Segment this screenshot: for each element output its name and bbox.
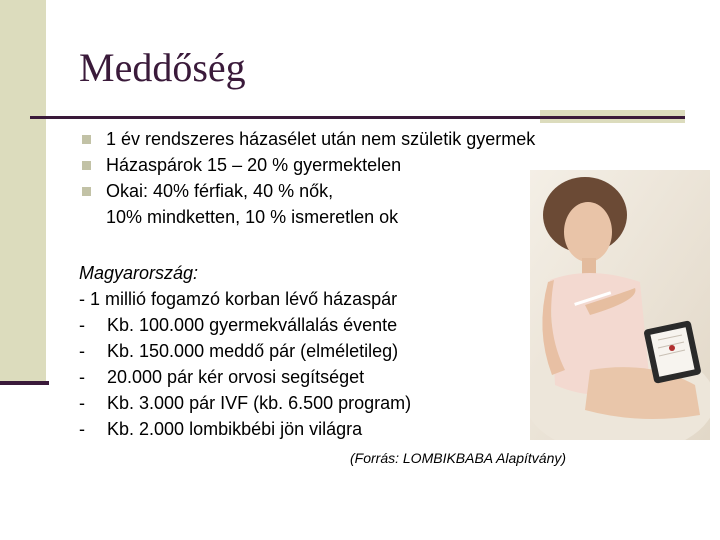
bullet-item: 1 év rendszeres házasélet után nem születik gyermek (82, 126, 535, 152)
left-decor-band (0, 0, 46, 385)
bullet-item: Házaspárok 15 – 20 % gyermektelen (82, 152, 535, 178)
section-item: - Kb. 2.000 lombikbébi jön világra (79, 419, 363, 439)
slide-title: Meddőség (79, 45, 246, 90)
section-item: - 20.000 pár kér orvosi segítséget (79, 367, 365, 387)
hungary-section (79, 260, 411, 442)
left-decor-bar (0, 381, 49, 385)
section-first-line: - 1 millió fogamzó korban lévő házaspár (79, 289, 398, 309)
bullet-continuation: 10% mindketten, 10 % ismeretlen ok (106, 207, 399, 227)
title-rule (30, 116, 685, 119)
section-heading: Magyarország: (79, 263, 199, 283)
woman-photo (530, 170, 710, 440)
section-item: - Kb. 150.000 meddő pár (elméletileg) (79, 341, 399, 361)
square-bullet-icon (82, 135, 91, 144)
square-bullet-icon (82, 187, 91, 196)
bullet-item: Okai: 40% férfiak, 40 % nők, (82, 178, 535, 204)
source-note: (Forrás: LOMBIKBABA Alapítvány) (350, 450, 567, 466)
section-item: - Kb. 3.000 pár IVF (kb. 6.500 program) (79, 393, 412, 413)
bullet-list (82, 126, 535, 230)
square-bullet-icon (82, 161, 91, 170)
section-item: - Kb. 100.000 gyermekvállalás évente (79, 315, 398, 335)
